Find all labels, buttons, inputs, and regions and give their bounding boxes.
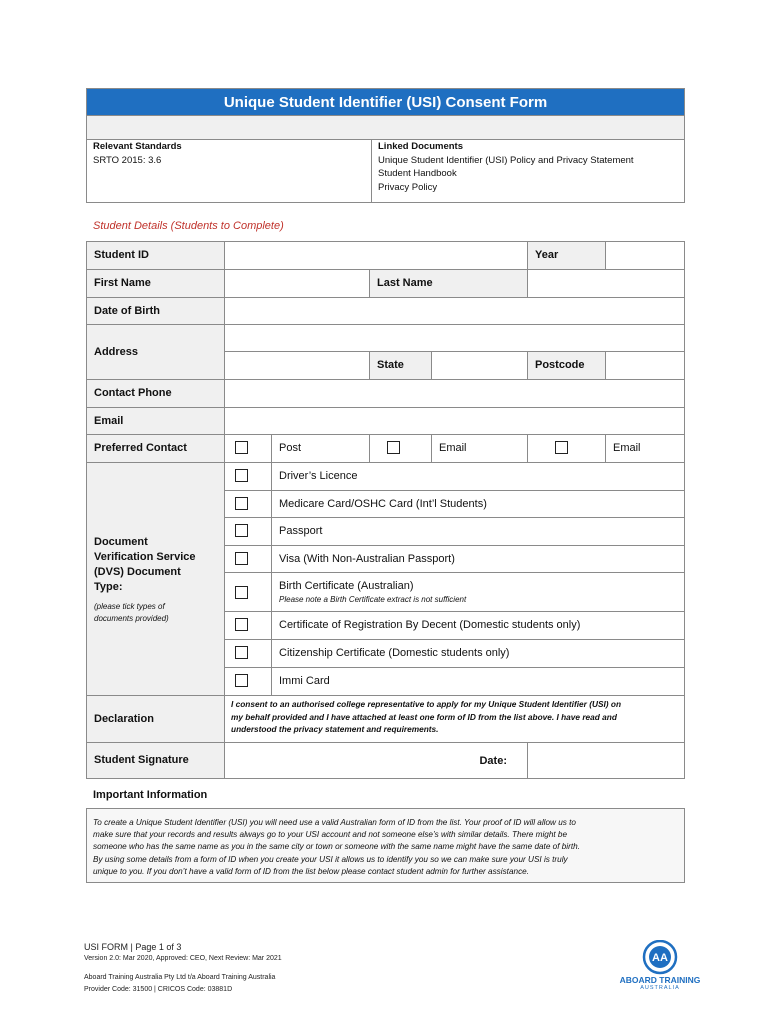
- dvs-label-line: (DVS) Document: [94, 566, 181, 578]
- dvs-label-cell: [86, 462, 225, 696]
- dvs-checkbox-cell: [224, 545, 272, 573]
- dvs-visa-checkbox[interactable]: [235, 552, 248, 565]
- student-details-heading: Student Details (Students to Complete): [93, 220, 284, 232]
- first-name-label: First Name: [86, 269, 225, 298]
- relevant-standards-value: SRTO 2015: 3.6: [93, 154, 162, 166]
- dvs-option: Passport: [271, 517, 685, 546]
- dvs-immi-card-checkbox[interactable]: [235, 674, 248, 687]
- dvs-birth-certificate-checkbox[interactable]: [235, 586, 248, 599]
- dvs-note: [94, 601, 196, 625]
- email-label: Email: [86, 407, 225, 435]
- dvs-checkbox-cell: [224, 517, 272, 546]
- address-line2-field[interactable]: [224, 351, 370, 380]
- state-field[interactable]: [431, 351, 528, 380]
- footer-company: Aboard Training Australia Pty Ltd t/a Aboard Training Australia: [84, 974, 276, 981]
- declaration-line: I consent to an authorised college representative to apply for my Unique Student Identifier (USI) on: [231, 699, 622, 709]
- pref-email2-label: Email: [605, 434, 685, 463]
- address-label: Address: [86, 324, 225, 380]
- linked-document-item: Unique Student Identifier (USI) Policy and Privacy Statement: [378, 154, 634, 166]
- first-name-field[interactable]: [224, 269, 370, 298]
- dvs-checkbox-cell: [224, 639, 272, 668]
- declaration-text: [224, 695, 685, 743]
- dvs-option: Driver’s Licence: [271, 462, 685, 491]
- important-info-box: [86, 808, 685, 883]
- contact-phone-label: Contact Phone: [86, 379, 225, 408]
- footer-page-info: USI FORM | Page 1 of 3: [84, 942, 182, 952]
- dvs-checkbox-cell: [224, 667, 272, 696]
- student-signature-field[interactable]: [224, 742, 528, 779]
- important-info-line: someone who has the same name as you in the same city or town or someone with the same name might have the same date of birth.: [93, 842, 580, 852]
- last-name-field[interactable]: [527, 269, 685, 298]
- student-signature-label: Student Signature: [86, 742, 225, 779]
- dvs-citizenship-checkbox[interactable]: [235, 646, 248, 659]
- pref-post-label: Post: [271, 434, 370, 463]
- last-name-label: Last Name: [369, 269, 528, 298]
- relevant-standards-heading: Relevant Standards: [93, 141, 182, 152]
- logo-monogram: AA: [652, 952, 668, 964]
- postcode-field[interactable]: [605, 351, 685, 380]
- pref-email-label: Email: [431, 434, 528, 463]
- footer-version: Version 2.0: Mar 2020, Approved: CEO, Next Review: Mar 2021: [84, 955, 282, 962]
- dvs-checkbox-cell: [224, 490, 272, 518]
- dvs-registration-checkbox[interactable]: [235, 618, 248, 631]
- important-info-heading: Important Information: [93, 789, 208, 801]
- dvs-birth-certificate-cell: [271, 572, 685, 612]
- declaration-line: understood the privacy statement and requirements.: [231, 724, 439, 734]
- dob-field[interactable]: [224, 297, 685, 325]
- dob-label: Date of Birth: [86, 297, 225, 325]
- linked-documents-cell: [372, 140, 684, 202]
- year-label: Year: [527, 241, 606, 270]
- pref-post-checkbox[interactable]: [235, 441, 248, 454]
- student-id-label: Student ID: [86, 241, 225, 270]
- linked-document-item: Student Handbook: [378, 168, 457, 179]
- dvs-checkbox-cell: [224, 462, 272, 491]
- dvs-option: Medicare Card/OSHC Card (Int’l Students): [271, 490, 685, 518]
- year-field[interactable]: [605, 241, 685, 270]
- pref-email2-checkbox[interactable]: [555, 441, 568, 454]
- student-id-field[interactable]: [224, 241, 528, 270]
- declaration-line: my behalf provided and I have attached at least one form of ID from the list above. I have read and: [231, 711, 617, 722]
- address-field[interactable]: [224, 324, 685, 352]
- important-info-line: make sure that your records and results always go to your USI account and not someone else’s with similar details. There might be: [93, 830, 568, 840]
- relevant-standards-cell: [87, 140, 372, 202]
- contact-phone-field[interactable]: [224, 379, 685, 408]
- dvs-label-line: Document: [94, 536, 148, 548]
- dvs-checkbox-cell: [224, 611, 272, 640]
- dvs-passport-checkbox[interactable]: [235, 524, 248, 537]
- declaration-label: Declaration: [86, 695, 225, 743]
- postcode-label: Postcode: [527, 351, 606, 380]
- dvs-checkbox-cell: [224, 572, 272, 612]
- reference-table: [86, 140, 685, 203]
- state-label: State: [369, 351, 432, 380]
- date-field[interactable]: [527, 742, 685, 779]
- important-info-line: By using some details from a form of ID when you create your USI it allows us to identify you so we can make sure your USI is truly: [93, 854, 568, 864]
- dvs-label-line: Verification Service: [94, 551, 196, 563]
- dvs-option: Certificate of Registration By Decent (Domestic students only): [271, 611, 685, 640]
- dvs-option: Birth Certificate (Australian): [279, 580, 414, 592]
- linked-document-item: Privacy Policy: [378, 181, 438, 193]
- pref-post-checkbox-cell: [224, 434, 272, 463]
- dvs-drivers-licence-checkbox[interactable]: [235, 469, 248, 482]
- footer-provider-code: Provider Code: 31500 | CRICOS Code: 03881D: [84, 986, 233, 993]
- dvs-birth-note: Please note a Birth Certificate extract is not sufficient: [279, 595, 467, 604]
- dvs-medicare-checkbox[interactable]: [235, 497, 248, 510]
- title-spacer-strip: [86, 116, 685, 140]
- dvs-option: Visa (With Non-Australian Passport): [271, 545, 685, 573]
- logo-subtitle: AUSTRALIA: [640, 985, 680, 991]
- dvs-option: Immi Card: [271, 667, 685, 696]
- email-field[interactable]: [224, 407, 685, 435]
- preferred-contact-label: Preferred Contact: [86, 434, 225, 463]
- linked-documents-heading: Linked Documents: [378, 141, 463, 152]
- pref-email-checkbox[interactable]: [387, 441, 400, 454]
- dvs-note-line: documents provided): [94, 614, 169, 623]
- dvs-option: Citizenship Certificate (Domestic students only): [271, 639, 685, 668]
- important-info-line: unique to you. If you don’t have a valid form of ID from the list below please contact student admin for further assistance.: [93, 866, 529, 876]
- dvs-label-line: Type:: [94, 581, 123, 593]
- date-label: Date:: [479, 755, 507, 767]
- pref-email-checkbox-cell: [369, 434, 432, 463]
- dvs-note-line: (please tick types of: [94, 602, 165, 611]
- logo-name: ABOARD TRAINING: [619, 975, 701, 985]
- important-info-line: To create a Unique Student Identifier (USI) you will need use a valid Australian form of ID from the list. Your proof of ID will allow us to: [93, 818, 576, 827]
- form-title: Unique Student Identifier (USI) Consent Form: [86, 88, 685, 116]
